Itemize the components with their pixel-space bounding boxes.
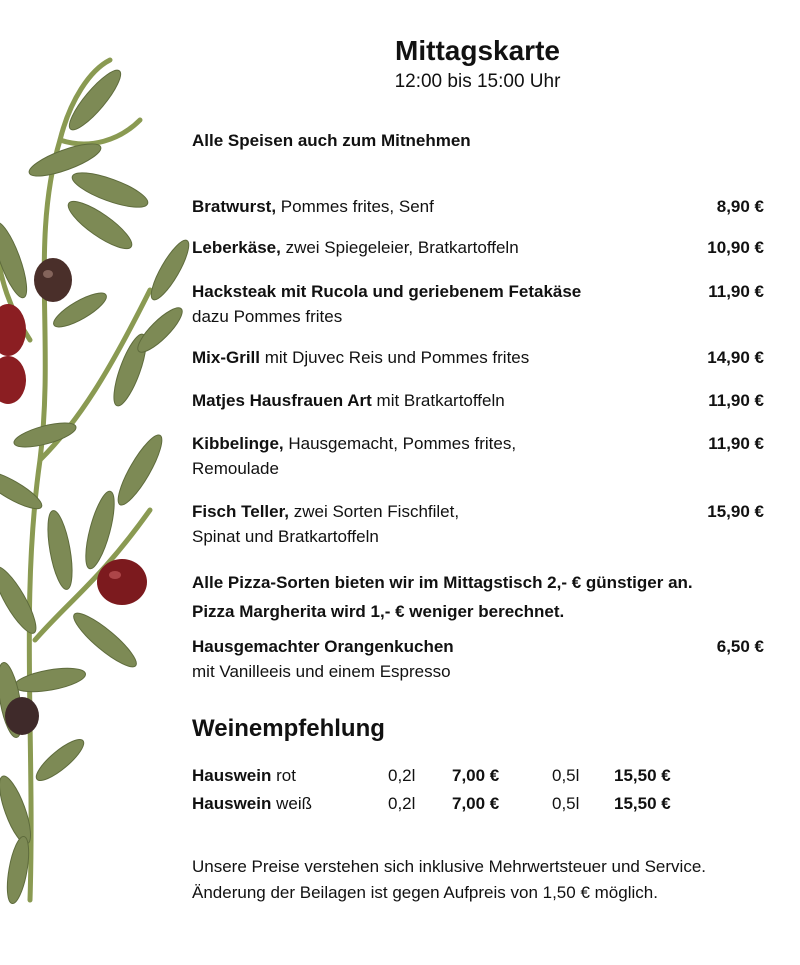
wine-section-title: Weinempfehlung (192, 715, 385, 742)
page-title: Mittagskarte (395, 35, 560, 66)
wine-row (192, 766, 712, 792)
pizza-note-line: Alle Pizza-Sorten bieten wir im Mittagstisch 2,- € günstiger an. (192, 573, 693, 592)
takeaway-note: Alle Speisen auch zum Mitnehmen (192, 131, 471, 150)
menu-item-desc: zwei Spiegeleier, Bratkartoffeln (280, 238, 519, 257)
menu-item-name: Bratwurst, (192, 197, 277, 216)
menu-item-price: 14,90 € (707, 348, 764, 367)
menu-item-desc: zwei Sorten Fischfilet, (289, 502, 460, 521)
wine-size-small: 0,2l (388, 766, 416, 785)
footer-notes (192, 854, 706, 906)
footer-line: Unsere Preise verstehen sich inklusive Mehrwertsteuer und Service. (192, 857, 707, 876)
wine-price-large: 15,50 € (614, 766, 671, 785)
dessert-desc: mit Vanilleeis und einem Espresso (192, 662, 451, 681)
menu-item-price: 15,90 € (707, 502, 764, 521)
wine-color: weiß (271, 794, 312, 813)
wine-row (192, 794, 712, 820)
dessert-name: Hausgemachter Orangenkuchen (192, 637, 454, 656)
olive-branch-image (0, 40, 190, 920)
wine-price-large: 15,50 € (614, 794, 671, 813)
wine-size-large: 0,5l (552, 794, 580, 813)
dessert-item (192, 634, 764, 684)
menu-item (192, 279, 764, 329)
menu-item-name: Kibbelinge, (192, 434, 284, 453)
wine-size-small: 0,2l (388, 794, 416, 813)
opening-hours: 12:00 bis 15:00 Uhr (394, 71, 561, 92)
menu-item-price: 11,90 € (708, 391, 764, 410)
menu-item (192, 235, 764, 260)
menu-header (330, 34, 625, 94)
menu-item-desc: Pommes frites, Senf (276, 197, 434, 216)
wine-name: Hauswein (192, 794, 272, 813)
menu-item-desc: mit Bratkartoffeln (371, 391, 505, 410)
footer-line: Änderung der Beilagen ist gegen Aufpreis von 1,50 € möglich. (192, 883, 658, 902)
menu-item-desc: mit Djuvec Reis und Pommes frites (260, 348, 530, 367)
pizza-note-line: Pizza Margherita wird 1,- € weniger berechnet. (192, 602, 565, 621)
menu-item (192, 431, 764, 481)
menu-item-price: 11,90 € (708, 282, 764, 301)
wine-name: Hauswein (192, 766, 272, 785)
menu-item-name: Mix-Grill (192, 348, 261, 367)
menu-item-name: Matjes Hausfrauen Art (192, 391, 372, 410)
menu-item (192, 499, 764, 549)
wine-price-small: 7,00 € (452, 794, 500, 813)
menu-item (192, 388, 764, 413)
menu-item-name: Hacksteak mit Rucola und geriebenem Fetakäse (192, 282, 582, 301)
wine-price-small: 7,00 € (452, 766, 500, 785)
menu-item-desc-line2: Spinat und Bratkartoffeln (192, 527, 379, 546)
dessert-price: 6,50 € (716, 637, 764, 656)
menu-item-price: 8,90 € (716, 197, 764, 216)
menu-item-price: 11,90 € (708, 434, 764, 453)
menu-item-name: Leberkäse, (192, 238, 281, 257)
wine-size-large: 0,5l (552, 766, 580, 785)
menu-item (192, 345, 764, 370)
menu-item-desc-line2: dazu Pommes frites (192, 307, 343, 326)
wine-color: rot (271, 766, 296, 785)
menu-item-name: Fisch Teller, (192, 502, 290, 521)
menu-item (192, 194, 764, 219)
menu-item-price: 10,90 € (707, 238, 764, 257)
menu-item-desc-line2: Remoulade (192, 459, 279, 478)
menu-item-desc: Hausgemacht, Pommes frites, (283, 434, 517, 453)
pizza-note (192, 568, 693, 626)
